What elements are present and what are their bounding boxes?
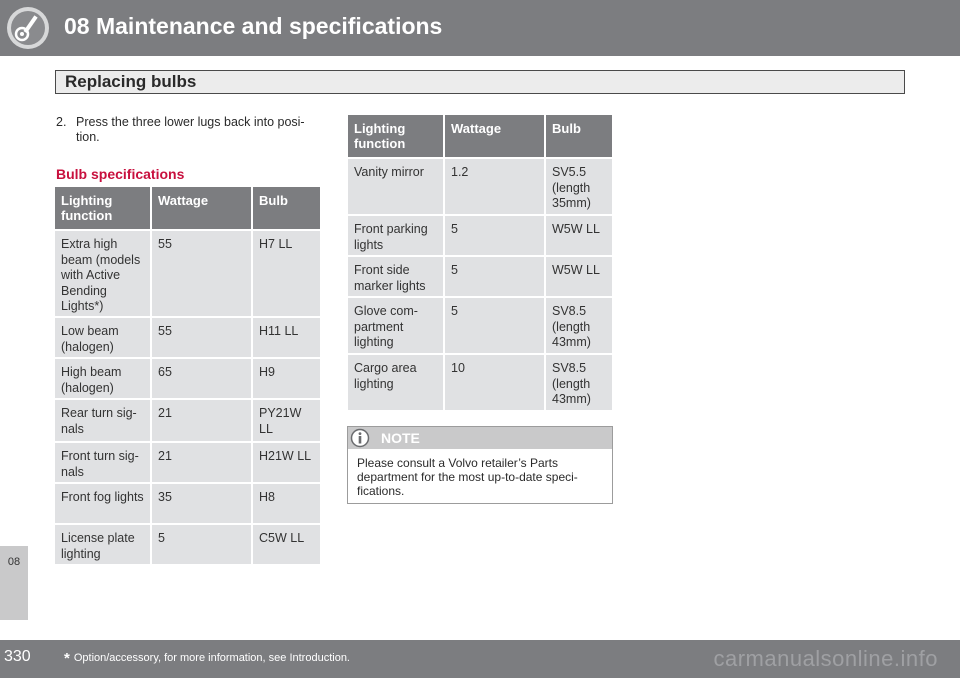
cell-function: License plate lighting [55,524,151,565]
cell-function: Front turn sig-nals [55,442,151,483]
cell-wattage: 21 [151,442,252,483]
cell-wattage: 1.2 [444,158,545,215]
cell-wattage: 5 [444,215,545,256]
table-row [55,442,320,483]
chapter-title: 08 Maintenance and specifications [64,13,443,39]
cell-bulb: H21W LL [252,442,320,483]
cell-function: Extra high beam (models with Active Bending Lights*) [55,230,151,317]
page-number: 330 [4,648,31,665]
header-wattage: Wattage [444,115,545,158]
cell-function: High beam (halogen) [55,358,151,399]
table-row [348,354,612,411]
cell-bulb: SV8.5 (length 43mm) [545,297,612,354]
cell-wattage: 5 [151,524,252,565]
table-row [348,158,612,215]
note-text: Please consult a Volvo retailer’s Parts department for the most up-to-date speci-fications. [357,456,578,498]
table-row [55,524,320,565]
header-bulb: Bulb [545,115,612,158]
info-icon [350,428,370,448]
cell-bulb: H9 [252,358,320,399]
cell-wattage: 65 [151,358,252,399]
table-row [55,230,320,317]
cell-bulb: PY21W LL [252,399,320,442]
footnote-marker: * [64,650,70,667]
step-number: 2. [56,115,67,129]
bulb-specifications-heading: Bulb specifications [56,166,185,182]
footnote-text: Option/accessory, for more information, see Introduction. [73,652,350,664]
cell-function: Rear turn sig-nals [55,399,151,442]
footnote [64,650,350,667]
cell-function: Vanity mirror [348,158,444,215]
cell-wattage: 55 [151,230,252,317]
cell-bulb: C5W LL [252,524,320,565]
cell-bulb: H11 LL [252,317,320,358]
wrench-gear-icon [6,6,50,50]
cell-bulb: H8 [252,483,320,524]
note-header [348,427,612,449]
table-row [55,317,320,358]
table-header-row [55,187,320,230]
cell-wattage: 35 [151,483,252,524]
cell-bulb: W5W LL [545,256,612,297]
bulb-spec-table-1 [55,187,320,566]
cell-bulb: SV8.5 (length 43mm) [545,354,612,411]
note-box [347,426,613,504]
cell-wattage: 55 [151,317,252,358]
cell-bulb: SV5.5 (length 35mm) [545,158,612,215]
chapter-header [0,0,960,56]
header-lighting-function: Lighting function [348,115,444,158]
step-text: Press the three lower lugs back into posi-tion. [76,115,305,144]
cell-function: Front side marker lights [348,256,444,297]
note-title: NOTE [381,430,420,446]
cell-wattage: 5 [444,256,545,297]
section-title-bar [55,70,905,94]
cell-function: Front parking lights [348,215,444,256]
table-row [55,358,320,399]
cell-wattage: 21 [151,399,252,442]
page-footer [0,640,960,678]
cell-function: Low beam (halogen) [55,317,151,358]
cell-function: Glove com-partment lighting [348,297,444,354]
cell-wattage: 10 [444,354,545,411]
header-wattage: Wattage [151,187,252,230]
watermark: carmanualsonline.info [713,646,938,671]
bulb-spec-table-2 [348,115,612,412]
chapter-tab-label: 08 [7,556,21,568]
header-bulb: Bulb [252,187,320,230]
header-lighting-function: Lighting function [55,187,151,230]
section-title: Replacing bulbs [65,72,197,91]
cell-wattage: 5 [444,297,545,354]
cell-bulb: H7 LL [252,230,320,317]
cell-function: Cargo area lighting [348,354,444,411]
cell-function: Front fog lights [55,483,151,524]
table-row [55,483,320,524]
side-tab-area [0,56,28,620]
table-row [348,215,612,256]
table-header-row [348,115,612,158]
table-row [55,399,320,442]
table-row [348,297,612,354]
table-row [348,256,612,297]
cell-bulb: W5W LL [545,215,612,256]
